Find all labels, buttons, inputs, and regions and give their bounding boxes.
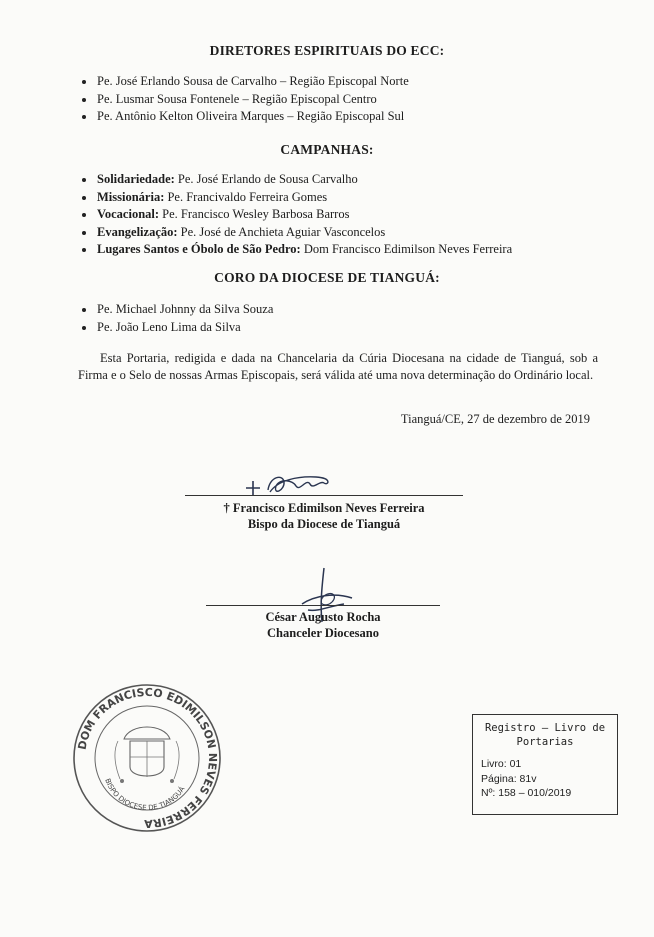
bishop-name: † Francisco Edimilson Neves Ferreira <box>223 501 425 515</box>
list-item <box>82 189 512 207</box>
item-label: Evangelização: <box>97 224 178 239</box>
list-item: Pe. José Erlando Sousa de Carvalho – Região Episcopal Norte <box>82 73 409 91</box>
item-text: Pe. José Erlando de Sousa Carvalho <box>174 172 358 186</box>
item-text: Pe. Francisco Wesley Barbosa Barros <box>159 207 350 222</box>
registro-box <box>472 714 618 815</box>
registro-livro: Livro: 01 <box>481 758 522 770</box>
document-date: Tianguá/CE, 27 de dezembro de 2019 <box>400 412 590 426</box>
item-text: Pe. José de Anchieta Aguiar Vasconcelos <box>177 224 386 239</box>
list-item: Pe. Antônio Kelton Oliveira Marques – Região Episcopal Sul <box>82 108 409 126</box>
item-text: Pe. Francivaldo Ferreira Gomes <box>164 189 328 204</box>
section-title-diretores: DIRETORES ESPIRITUAIS DO ECC: <box>209 43 445 58</box>
closing-paragraph: Esta Portaria, redigida e dada na Chancelaria da Cúria Diocesana na cidade de Tianguá, sob a Firma e o Selo de nossas Armas Episcopais, será válida até uma nova determinação do Ordinário local. <box>78 351 598 382</box>
item-label: Solidariedade: <box>97 172 175 186</box>
campanhas-list <box>82 171 512 259</box>
seal-inner-text: BISPO DIOCESE DE TIANGUÁ <box>103 777 187 813</box>
item-text: Dom Francisco Edimilson Neves Ferreira <box>300 242 513 257</box>
list-item: Pe. João Leno Lima da Silva <box>82 319 273 337</box>
bishop-role: Bispo da Diocese de Tianguá <box>247 517 401 531</box>
registro-title-line2: Portarias <box>516 736 574 748</box>
list-item <box>82 224 512 242</box>
seal-outer-text: DOM FRANCISCO EDIMILSON NEVES FERREIRA <box>75 685 220 831</box>
section-title-coro: CORO DA DIOCESE DE TIANGUÁ: <box>214 270 440 285</box>
registro-title-line1: Registro – Livro de <box>484 722 606 734</box>
section-title-campanhas: CAMPANHAS: <box>280 142 374 157</box>
coro-list <box>82 301 273 336</box>
chancellor-signature-line <box>206 605 440 606</box>
registro-pagina: Página: 81v <box>481 772 537 785</box>
list-item: Pe. Lusmar Sousa Fontenele – Região Episcopal Centro <box>82 91 409 109</box>
bishop-signature-scribble <box>238 468 348 502</box>
item-label: Lugares Santos e Óbolo de São Pedro: <box>97 242 301 257</box>
diretores-list <box>82 73 409 126</box>
registro-numero: Nº: 158 – 010/2019 <box>481 787 572 799</box>
episcopal-seal <box>72 683 222 833</box>
chancellor-role: Chanceler Diocesano <box>267 626 379 640</box>
chancellor-name: César Augusto Rocha <box>265 610 381 624</box>
bishop-signature-line <box>185 495 463 496</box>
list-item <box>82 171 512 189</box>
list-item: Pe. Michael Johnny da Silva Souza <box>82 301 273 319</box>
list-item <box>82 241 512 259</box>
list-item <box>82 206 512 224</box>
item-label: Vocacional: <box>97 207 160 222</box>
item-label: Missionária: <box>97 189 165 204</box>
